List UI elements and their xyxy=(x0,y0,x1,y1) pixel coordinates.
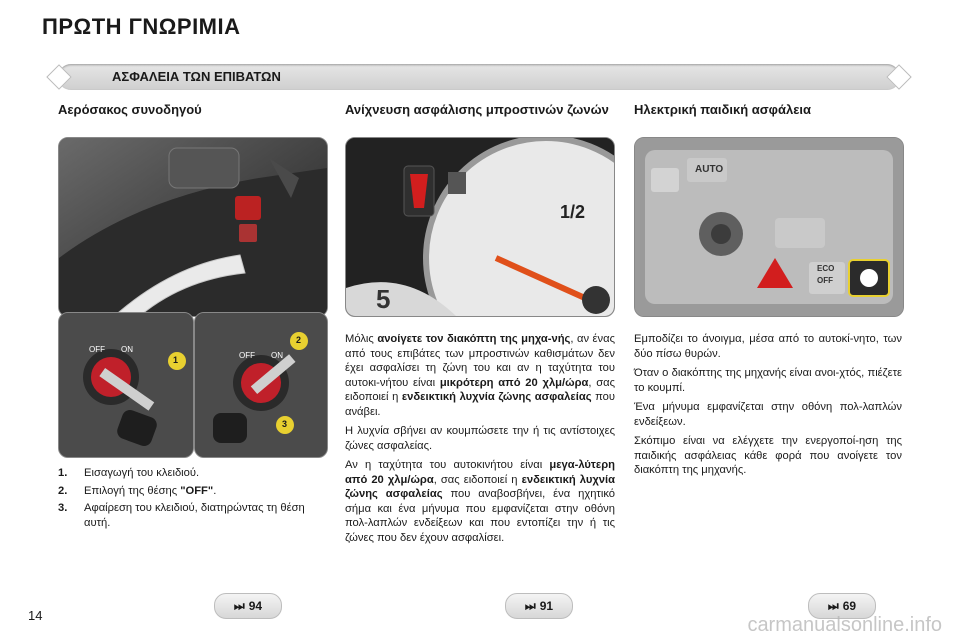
key-label-off: OFF xyxy=(89,345,105,354)
skip-forward-icon: ⏭ xyxy=(524,598,536,613)
step-number: 3. xyxy=(58,502,68,514)
child-lock-paragraph-4: Σκόπιμο είναι να ελέγχετε την ενεργοποί-ηση της παιδικής ασφάλειας κάθε φορά που ανοίγετε τον διακόπτη της μηχανής. xyxy=(634,435,902,476)
panel-label-off: OFF xyxy=(817,276,833,285)
watermark: carmanualsonline.info xyxy=(747,614,942,636)
left-column-title: Αερόσακος συνοδηγού xyxy=(58,102,202,117)
key-label-on-2: ON xyxy=(271,351,283,360)
seatbelt-gauge-photo xyxy=(345,137,615,317)
child-lock-panel-photo xyxy=(634,137,904,317)
section-title: ΑΣΦΑΛΕΙΑ ΤΩΝ ΕΠΙΒΑΤΩΝ xyxy=(112,69,281,84)
list-item xyxy=(58,501,328,530)
page-number: 14 xyxy=(28,608,43,623)
step-number: 1. xyxy=(58,467,68,479)
airbag-steps-list xyxy=(58,466,328,533)
skip-forward-icon: ⏭ xyxy=(233,598,245,613)
list-item xyxy=(58,466,328,481)
step-number: 2. xyxy=(58,484,68,497)
step-text: Αφαίρεση του κλειδιού, διατηρώντας τη θέση αυτή. xyxy=(84,502,305,529)
section-diamond-left xyxy=(46,64,71,89)
step-1-marker: 1 xyxy=(173,355,179,365)
right-column-title: Ηλεκτρική παιδική ασφάλεια xyxy=(634,102,811,117)
ref-page-number: 91 xyxy=(539,599,554,613)
key-turn-off-photo xyxy=(194,312,328,458)
step-2-marker: 2 xyxy=(296,335,302,345)
seatbelt-paragraph-1: Μόλις ανοίγετε τον διακόπτη της μηχα-νής, αν ένας από τους επιβάτες των μπροστινών καθισμάτων δεν έχει ασφαλίσει τη ζώνη του και αν η ταχύτητα του αυτοκι-νήτου είναι μικρότερη από 20 χλμ/ώρα, σας ειδοποιεί η ενδεικτική λυχνία ζώνης ασφαλείας που ανάβει. xyxy=(345,333,616,418)
step-3-marker: 3 xyxy=(282,419,288,429)
gauge-label-five: 5 xyxy=(376,284,391,314)
seatbelt-paragraph-3: Αν η ταχύτητα του αυτοκινήτου είναι μεγα-λύτερη από 20 χλμ/ώρα, σας ειδοποιεί η ενδεικτική λυχνία ζώνης ασφαλείας που αναβοσβήνει, ένα ηχητικό σήμα και ένα μήνυμα που εμφανίζεται στην οθόνη πολ-λαπλών ενδείξεων και που εντοπίζει την ή τις ζώνες που δεν έχουν ασφαλίσει. xyxy=(345,459,615,544)
seatbelt-description xyxy=(345,332,615,550)
page-title: ΠΡΩΤΗ ΓΝΩΡΙΜΙΑ xyxy=(42,14,241,39)
section-diamond-right xyxy=(886,64,911,89)
child-lock-paragraph-3: Ένα μήνυμα εμφανίζεται στην οθόνη πολ-λαπλών ενδείξεων. xyxy=(634,401,902,428)
list-item xyxy=(58,484,328,499)
step-text: Επιλογή της θέσης "OFF". xyxy=(84,484,217,497)
ref-page-number: 94 xyxy=(248,599,263,613)
key-label-on: ON xyxy=(121,345,133,354)
ref-link-91[interactable] xyxy=(505,593,573,619)
step-text: Εισαγωγή του κλειδιού. xyxy=(84,467,200,479)
seatbelt-paragraph-2: Η λυχνία σβήνει αν κουμπώσετε την ή τις αντίστοιχες ζώνες ασφαλείας. xyxy=(345,425,615,452)
key-label-off-2: OFF xyxy=(239,351,255,360)
section-header xyxy=(58,64,900,90)
ref-link-94[interactable] xyxy=(214,593,282,619)
child-lock-description xyxy=(634,332,902,483)
child-lock-paragraph-1: Εμποδίζει το άνοιγμα, μέσα από το αυτοκί-νητο, των δύο πίσω θυρών. xyxy=(634,333,902,360)
panel-label-eco: ECO xyxy=(817,264,835,273)
gauge-label-half: 1/2 xyxy=(560,202,586,222)
ref-page-number: 69 xyxy=(842,599,857,613)
panel-label-auto: AUTO xyxy=(695,164,724,175)
middle-column-title: Ανίχνευση ασφάλισης μπροστινών ζωνών xyxy=(345,102,609,117)
key-insert-photo xyxy=(58,312,194,458)
child-lock-paragraph-2: Όταν ο διακόπτης της μηχανής είναι ανοι-χτός, πιέζετε το κουμπί. xyxy=(634,367,902,394)
skip-forward-icon: ⏭ xyxy=(827,598,839,613)
